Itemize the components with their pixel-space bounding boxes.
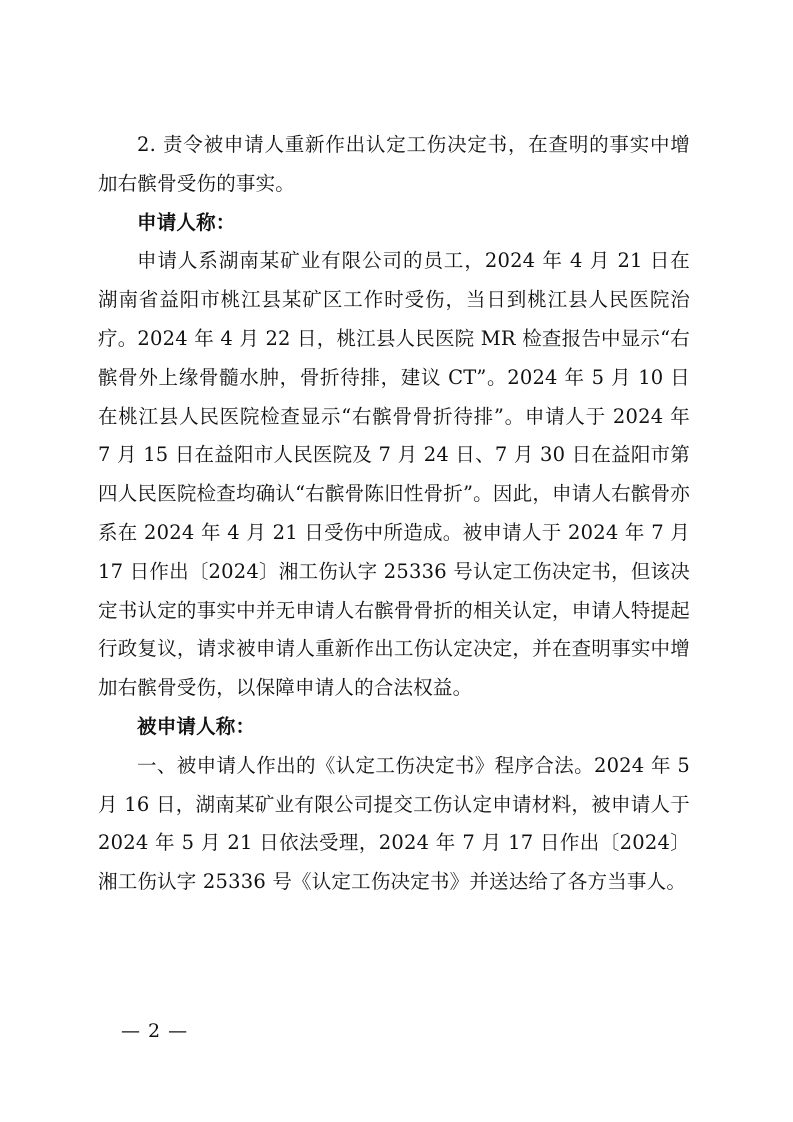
heading-applicant-statement: 申请人称： bbox=[137, 210, 236, 234]
paragraph-request-item-2: 2. 责令被申请人重新作出认定工伤决定书，在查明的事实中增加右髌骨受伤的事实。 bbox=[98, 133, 690, 195]
paragraph-applicant-statement: 申请人系湖南某矿业有限公司的员工，2024 年 4 月 21 日在湖南省益阳市桃江县某矿区工作时受伤，当日到桃江县人民医院治疗。2024 年 4 月 22 日，桃江县人民医院 MR 检查报告中显示“右髌骨外上缘骨髓水肿，骨折待排，建议 CT”。2024 年 5 月 10 日在桃江县人民医院检查显示“右髌骨骨折待排”。申请人于 2024 年 7 月 15 日在益阳市人民医院及 7 月 24 日、7 月 30 日在益阳市第四人民医院检查均确认“右髌骨陈旧性骨折”。因此，申请人右髌骨亦系在 2024 年 4 月 21 日受伤中所造成。被申请人于 2024 年 7 月 17 日作出〔2024〕湘工伤认字 25336 号认定工伤决定书，但该决定书认定的事实中并无申请人右髌骨骨折的相关认定，申请人特提起行政复议，请求被申请人重新作出工伤认定决定，并在查明事实中增加右髌骨受伤，以保障申请人的合法权益。 bbox=[98, 249, 690, 700]
page-number: — 2 — bbox=[121, 1020, 189, 1042]
document-body bbox=[98, 126, 690, 902]
paragraph-respondent-statement: 一、被申请人作出的《认定工伤决定书》程序合法。2024 年 5 月 16 日，湖南某矿业有限公司提交工伤认定申请材料，被申请人于 2024 年 5 月 21 日依法受理，2024 年 7 月 17 日作出〔2024〕湘工伤认字 25336 号《认定工伤决定书》并送达给了各方当事人。 bbox=[98, 753, 690, 894]
heading-respondent-statement: 被申请人称： bbox=[137, 714, 256, 738]
